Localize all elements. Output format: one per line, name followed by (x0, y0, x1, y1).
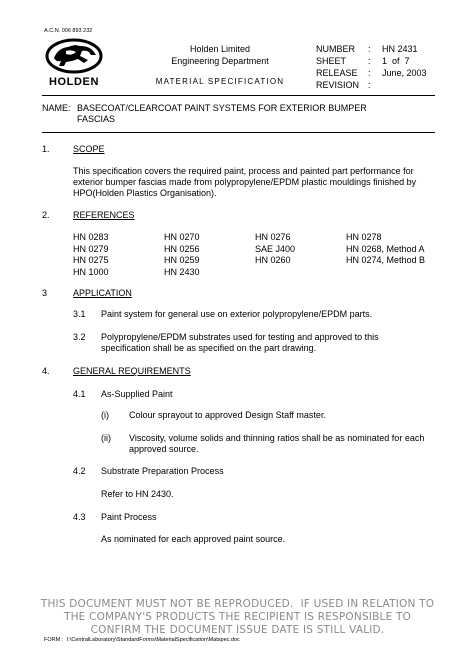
name-divider (42, 132, 435, 133)
application-item-3-1: 3.1 Paint system for general use on exterior polypropylene/EPDM parts. (73, 309, 373, 319)
reproduction-notice: THIS DOCUMENT MUST NOT BE REPRODUCED. IF USED IN RELATION TO THE COMPANY'S PRODUCTS THE RECIPIENT IS RESPONSIBLE TO CONFIRM THE DOCUMENT ISSUE DATE IS STILL VALID. (40, 598, 435, 636)
spec-name: NAME: BASECOAT/CLEARCOAT PAINT SYSTEMS FOR EXTERIOR BUMPER FASCIAS (42, 103, 367, 124)
reference-row: HN 0283 HN 0270 HN 0276 HN 0278 (73, 232, 382, 242)
reference-row: HN 0279 HN 0256 SAE J400 HN 0268, Method A (73, 243, 425, 254)
section-general-heading: 4. GENERAL REQUIREMENTS (42, 366, 191, 376)
references-table (73, 232, 443, 278)
document-type: MATERIAL SPECIFICATION (155, 77, 285, 86)
holden-logo (44, 38, 104, 90)
section-application-heading: 3 APPLICATION (42, 288, 132, 298)
subsection-4-2-text: Refer to HN 2430. (101, 489, 174, 499)
section-scope-heading: 1. SCOPE (42, 144, 105, 154)
reference-row: HN 0275 HN 0259 HN 0260 HN 0274, Method B (73, 255, 426, 265)
subsection-4-3-text: As nominated for each approved paint source. (101, 534, 286, 544)
application-item-3-2: 3.2 Polypropylene/EPDM substrates used for testing and approved to this specification shall be as specified on the part drawing. (73, 332, 379, 353)
company-name: Holden Limited (189, 44, 251, 54)
requirement-item-i: (i) Colour sprayout to approved Design Staff master. (101, 410, 326, 420)
scope-text: This specification covers the required paint, process and painted part performance for exterior bumper fascias made from polypropylene/EPDM plastic mouldings finished by HPO(Holden Plastics Organisation). (73, 166, 417, 198)
form-path: FORM : I:\CentralLaboratory\StandardForms\MaterialSpecification\Matspec.doc (44, 637, 240, 643)
holden-wordmark: HOLDEN (48, 76, 100, 88)
reference-row: HN 1000 HN 2430 (73, 266, 200, 277)
subsection-4-3-heading: 4.3 Paint Process (73, 512, 157, 522)
requirement-item-ii: (ii) Viscosity, volume solids and thinning ratios shall be as nominated for each approved source. (101, 433, 425, 454)
meta-row-revision: REVISION : (316, 80, 371, 90)
meta-row-number: NUMBER : HN 2431 (316, 44, 418, 54)
subsection-4-2-heading: 4.2 Substrate Preparation Process (73, 466, 224, 476)
document-meta (316, 44, 446, 92)
meta-row-release: RELEASE : June, 2003 (316, 68, 427, 78)
section-references-heading: 2. REFERENCES (42, 210, 135, 220)
header-divider (42, 95, 435, 96)
meta-row-sheet: SHEET : 1 of 7 (316, 56, 410, 66)
acn-number: A.C.N. 006 893 232 (44, 28, 93, 34)
lion-emblem-icon (44, 38, 104, 74)
subsection-4-1-heading: 4.1 As-Supplied Paint (73, 389, 173, 399)
department-name: Engineering Department (171, 56, 269, 66)
